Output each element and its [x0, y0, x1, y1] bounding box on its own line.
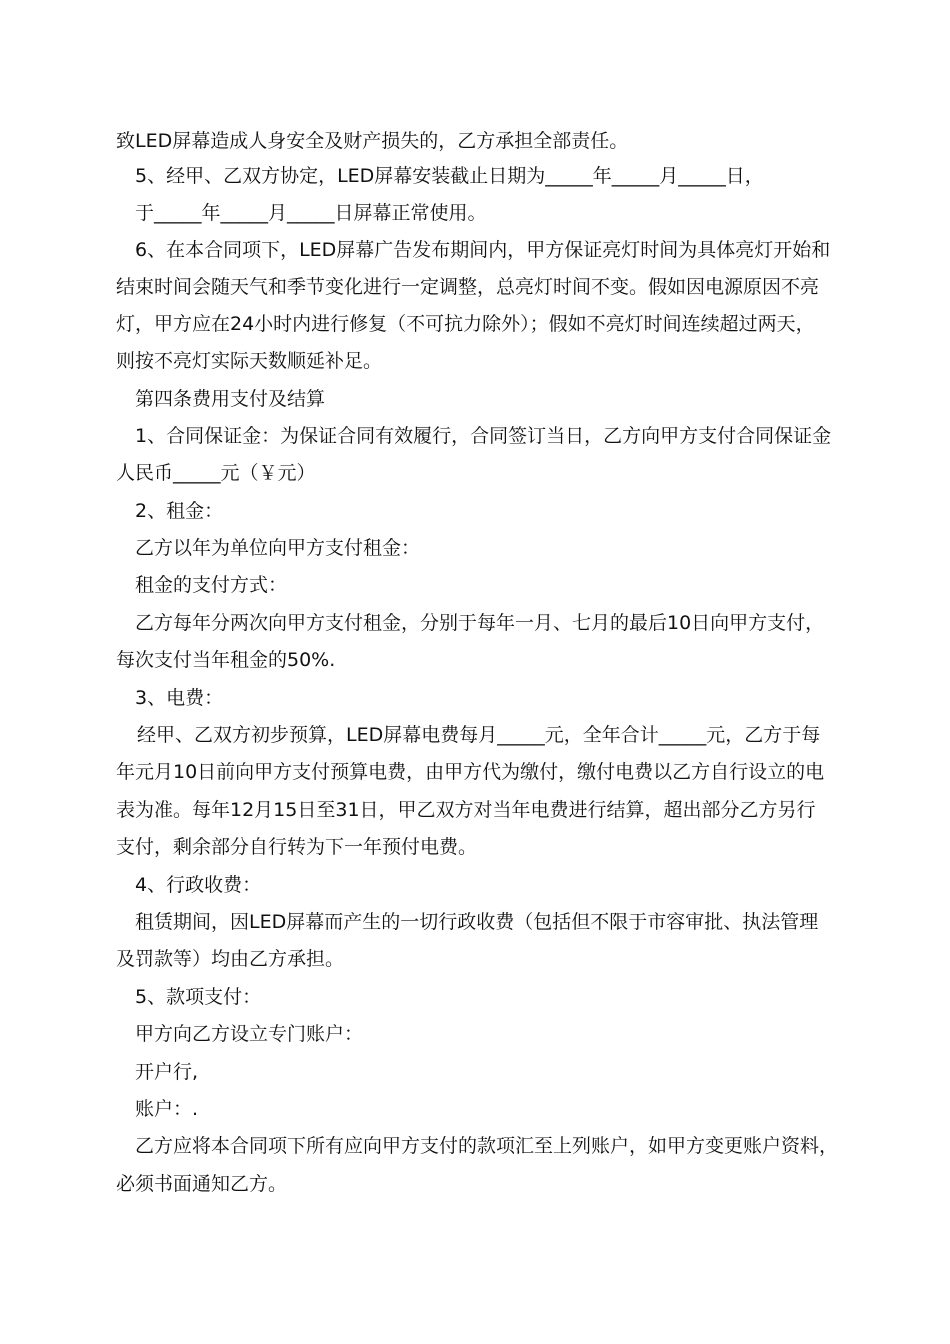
text-line: 6、在本合同项下，LED屏幕广告发布期间内，甲方保证亮灯时间为具体亮灯开始和	[135, 239, 831, 261]
text-line: 4、行政收费：	[135, 874, 262, 896]
text-line: 3、电费：	[135, 687, 224, 709]
text-line: 每次支付当年租金的50%.	[116, 649, 336, 671]
text-line: 租金的支付方式：	[135, 574, 288, 596]
text-line: 乙方每年分两次向甲方支付租金，分别于每年一月、七月的最后10日向甲方支付，	[135, 612, 825, 634]
text-line: 5、款项支付：	[135, 986, 262, 1008]
text-line: 甲方向乙方设立专门账户：	[135, 1023, 364, 1045]
text-line: 乙方以年为单位向甲方支付租金：	[135, 537, 421, 559]
text-line: 必须书面通知乙方。	[116, 1173, 288, 1195]
text-line: 经甲、乙双方初步预算，LED屏幕电费每月_____元，全年合计_____元，乙方于每	[137, 724, 821, 746]
text-line: 乙方应将本合同项下所有应向甲方支付的款项汇至上列账户，如甲方变更账户资料，	[135, 1135, 839, 1157]
text-line: 结束时间会随天气和季节变化进行一定调整，总亮灯时间不变。假如因电源原因不亮	[116, 276, 820, 298]
text-line: 5、经甲、乙双方协定，LED屏幕安装截止日期为_____年_____月_____日，	[135, 165, 764, 187]
text-line: 致LED屏幕造成人身安全及财产损失的，乙方承担全部责任。	[116, 130, 629, 152]
text-line: 开户行,	[135, 1061, 199, 1083]
text-line: 则按不亮灯实际天数顺延补足。	[116, 350, 383, 372]
text-line: 年元月10日前向甲方支付预算电费，由甲方代为缴付，缴付电费以乙方自行设立的电	[116, 761, 825, 783]
text-line: 人民币_____元（￥元）	[116, 462, 316, 484]
text-line: 1、合同保证金：为保证合同有效履行，合同签订当日，乙方向甲方支付合同保证金	[135, 425, 832, 447]
text-line: 灯，甲方应在24小时内进行修复（不可抗力除外）；假如不亮灯时间连续超过两天，	[116, 313, 815, 335]
text-line: 支付，剩余部分自行转为下一年预付电费。	[116, 836, 478, 858]
text-line: 表为准。每年12月15日至31日，甲乙双方对当年电费进行结算，超出部分乙方另行	[116, 799, 816, 821]
text-line: 账户：.	[135, 1098, 199, 1120]
text-line: 于_____年_____月_____日屏幕正常使用。	[135, 202, 487, 224]
section-heading: 第四条费用支付及结算	[135, 388, 326, 410]
text-line: 2、租金：	[135, 500, 224, 522]
text-line: 租赁期间，因LED屏幕而产生的一切行政收费（包括但不限于市容审批、执法管理	[135, 911, 819, 933]
text-line: 及罚款等）均由乙方承担。	[116, 948, 345, 970]
